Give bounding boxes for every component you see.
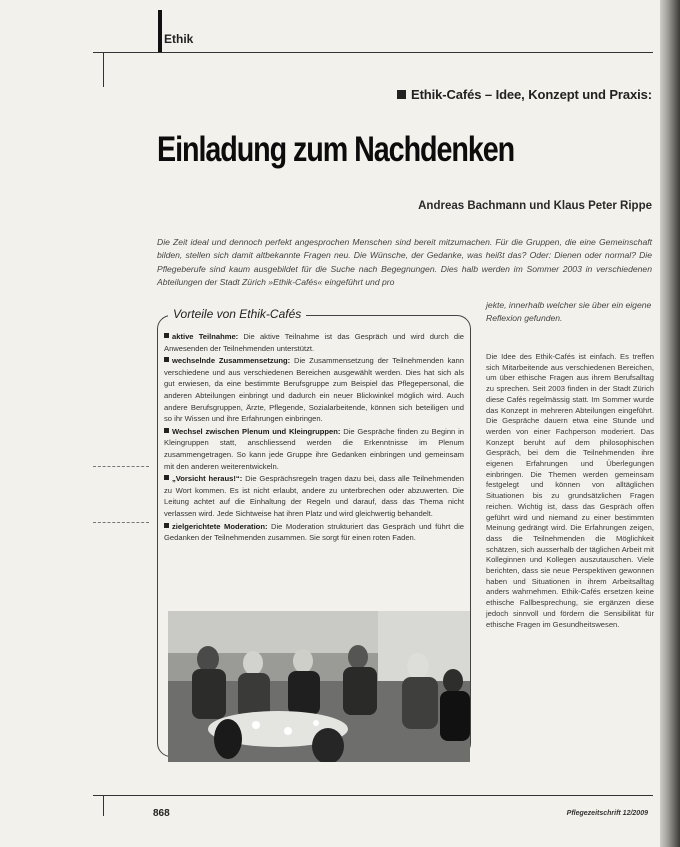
bullet-icon	[164, 333, 169, 338]
item-text: Die Moderation strukturiert das Gespräch und führt die Gedanken der Teilnehmenden zusammen. Sie sorgt für einen roten Faden.	[164, 521, 464, 543]
list-item	[164, 355, 464, 425]
list-item	[164, 331, 464, 354]
item-heading: zielgerichtete Moderation:	[172, 521, 268, 531]
section-label: Ethik	[164, 32, 194, 46]
margin-mark	[93, 466, 149, 467]
article-intro-continued: jekte, innerhalb welcher sie über ein eigene Reflexion gefunden.	[486, 300, 652, 324]
series-title	[397, 87, 652, 102]
square-bullet-icon	[397, 90, 406, 99]
journal-name: Pflegezeitschrift 12/2009	[566, 810, 648, 817]
item-text: Die aktive Teilnahme ist das Gespräch und wird durch die Anwesenden der Teilnehmenden unterstützt.	[164, 332, 464, 353]
item-heading: „Vorsicht heraus!“:	[172, 474, 243, 484]
footer-margin-rule	[103, 796, 104, 816]
list-item	[164, 473, 464, 519]
section-bar	[158, 10, 162, 52]
item-text: Die Gesprächsregeln tragen dazu bei, dass alle Teilnehmenden zu Wort kommen. Es ist nicht erlaubt, andere zu unterbrechen oder abzuwerten. Die Leitung achtet auf die Einhaltung der Regeln und darauf, dass das Thema nicht verlassen wird. Jede Sichtweise hat ihren Platz und wird gleichwertig behandelt.	[164, 474, 465, 518]
margin-mark	[93, 522, 149, 523]
list-item	[164, 426, 464, 472]
bullet-icon	[164, 475, 169, 480]
item-text: Die Gespräche finden zu Beginn in Kleingruppen statt, anschliessend werden die Erkenntnisse im Plenum zusammengetragen. So kann jede Gruppe ihre Gedanken einbringen und gemeinsam mit den anderen weiterentwickeln.	[164, 426, 464, 471]
bullet-icon	[164, 357, 169, 362]
series-title-text: Ethik-Cafés – Idee, Konzept und Praxis:	[411, 87, 652, 102]
footer-rule	[93, 795, 653, 796]
bullet-icon	[164, 523, 169, 528]
item-text: Die Zusammensetzung der Teilnehmenden kann verschiedene und aus verschiedenen Bereichen ausgewählt werden. Dies hat sich als gut erwiesen, da eine bestimmte Berufsgruppe zum Beispiel das Pflegepersonal, die anderen Abteilungen einbringt und dadurch ein neuer Blickwinkel möglich wird. Auch andere Berufsgruppen, Ärzte, Pflegende, Sozialarbeitende, können sich beteiligen und so ihr Wissen und ihre Erfahrungen einbringen.	[164, 356, 464, 424]
group-discussion-photo	[168, 611, 470, 762]
item-heading: wechselnde Zusammensetzung:	[172, 356, 291, 366]
bullet-icon	[164, 428, 169, 433]
page-edge-shadow	[660, 0, 680, 847]
article-authors: Andreas Bachmann und Klaus Peter Rippe	[418, 200, 652, 212]
sidebar-box-items	[164, 331, 464, 545]
item-heading: aktive Teilnahme:	[172, 332, 239, 341]
item-heading: Wechsel zwischen Plenum und Kleingruppen:	[172, 426, 341, 436]
article-body-column: Die Idee des Ethik-Cafés ist einfach. Es treffen sich Mitarbeitende aus verschiedenen Bereichen, um über ethische Fragen aus ihrem Berufsalltag zu sprechen. Seit 2003 finden in der Stadt Zürich diese Cafés regelmässig statt. Im Sommer wurde das Konzept in mehreren Abteilungen eingeführt. Die Gespräche dauern etwa eine Stunde und werden von einer Fachperson moderiert. Das Konzept beruht auf dem philosophischen Gespräch, bei dem die Teilnehmenden ihre eigenen Erfahrungen und Überlegungen einbringen. Die Themen werden gemeinsam festgelegt und können von alltäglichen Situationen bis zu grundsätzlichen Fragen reichen. Wichtig ist, dass das Gespräch offen geführt wird und niemand zu einer bestimmten Meinung gedrängt wird. Die Erfahrungen zeigen, dass die Teilnehmenden die Möglichkeit schätzen, sich ausserhalb der täglichen Arbeit mit Kolleginnen und Kollegen auszutauschen. Viele berichten, dass sie neue Perspektiven gewonnen haben und Situationen in ihrem Arbeitsalltag anders wahrnehmen. Ethik-Cafés ersetzen keine ethische Fallbesprechung, sie ergänzen diese jedoch sinnvoll und fördern die Sensibilität für ethische Fragen im Gesundheitswesen.	[486, 352, 654, 629]
article-intro: Die Zeit ideal und dennoch perfekt angesprochen Menschen sind bereit mitzumachen. Für die Gruppen, die eine Gemeinschaft bilden, stellen sich damit altbekannte Fragen neu. Die Wünsche, der Gedanke, was heißt das? Oder: Dienen oder normal? Die Pflegeberufe sind kaum ausgebildet für die Suche nach Begegnungen. Dies halb werden im Sommer 2003 in verschiedenen Abteilungen der Stadt Zürich »Ethik-Cafés« eingeführt und pro	[157, 237, 652, 288]
page-number: 868	[153, 808, 170, 819]
margin-rule	[103, 52, 104, 87]
sidebar-box-title: Vorteile von Ethik-Cafés	[168, 307, 306, 321]
article-headline: Einladung zum Nachdenken	[157, 130, 515, 169]
list-item	[164, 521, 464, 544]
top-rule	[93, 52, 653, 53]
